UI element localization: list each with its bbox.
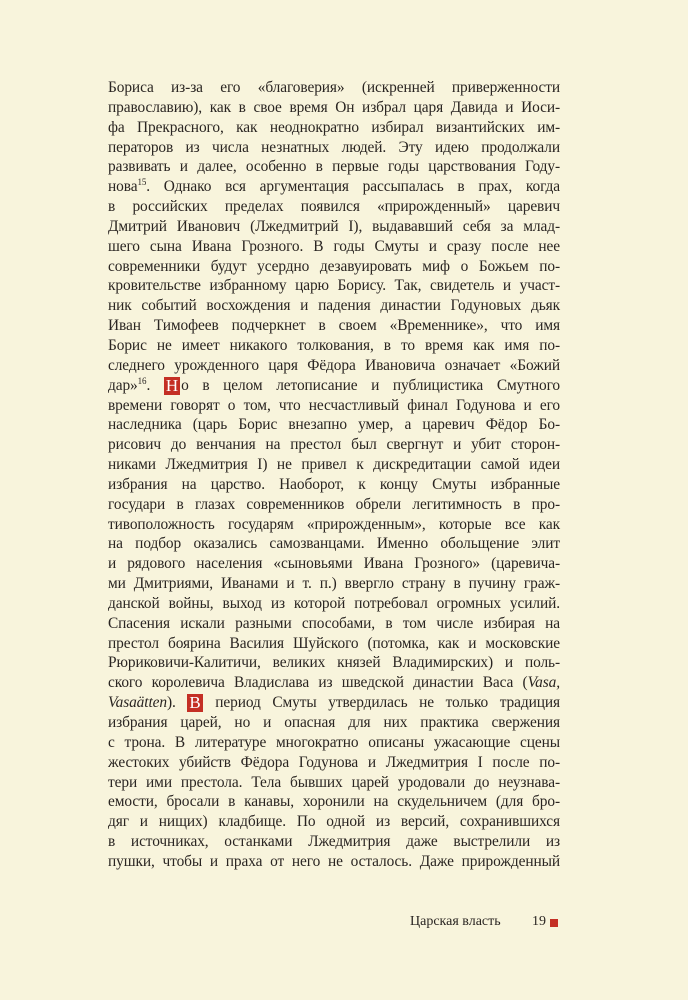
text-run: ник событий восхождения и падения династии Годуновых дьяк (108, 297, 560, 315)
text-line (108, 217, 560, 237)
text-run: Дмитрий Иванович (Лжедмитрий I), выдававший себя за млад- (108, 217, 560, 235)
initial-capital: В (189, 693, 201, 713)
text-run: шего сына Ивана Грозного. В годы Смуты и сразу после нее (108, 237, 560, 255)
text-line (108, 435, 560, 455)
text-line (108, 792, 560, 812)
text-run: с трона. В литературе многократно описаны ужасающие сцены (108, 733, 560, 751)
text-run: ского королевича Владислава из шведской династии Васа ( (108, 674, 528, 692)
text-run: . (146, 376, 164, 394)
text-run: времени говорят о том, что несчастливый финал Годунова и его (108, 396, 560, 414)
text-run: тери ими престола. Тела бывших царей уродовали до неузнава- (108, 773, 560, 791)
text-line (108, 316, 560, 336)
text-line (108, 554, 560, 574)
body-text (108, 78, 560, 872)
text-line (108, 237, 560, 257)
text-run: Рюриковичи-Калитичи, великих князей Владимирских) и поль- (108, 654, 560, 672)
text-line (108, 515, 560, 535)
text-run: следнего урожденного царя Фёдора Ивановича означает «Божий (108, 356, 560, 374)
text-line (108, 495, 560, 515)
text-run: пушки, чтобы и праха от него не осталось. Даже прирожденный (108, 852, 560, 870)
page-marker-square (550, 919, 558, 927)
text-line (108, 157, 560, 177)
text-line (108, 653, 560, 673)
text-run: Бориса из-за его «благоверия» (искренней приверженности (108, 79, 560, 96)
text-run: и рядового населения «сыновьями Ивана Грозного» (царевича- (108, 555, 560, 573)
text-run: данской войны, выход из которой потребовал огромных усилий. (108, 594, 560, 612)
text-run: емости, бросали в канавы, хоронили на скудельничем (для бро- (108, 793, 560, 811)
text-run: Борис не имеет никакого толкования, в то время как имя по- (108, 336, 560, 354)
text-run: государи в глазах современников обрели легитимность в про- (108, 495, 560, 513)
italic-text: Vasa, (527, 674, 560, 692)
text-run: тивоположность государям «прирожденным», которые все как (108, 515, 560, 533)
text-line (108, 396, 560, 416)
text-run: наследника (царь Борис внезапно умер, а царевич Фёдор Бо- (108, 416, 560, 434)
text-run: . Однако вся аргументация рассыпалась в прах, когда (146, 178, 560, 196)
text-run: жестоких убийств Фёдора Годунова и Лжедмитрия I после по- (108, 753, 560, 771)
footnote-ref: 15 (137, 177, 147, 188)
text-run: избрания на царство. Наоборот, к концу Смуты избранные (108, 475, 560, 493)
text-run: никами Лжедмитрия I) не привел к дискредитации самой идеи (108, 456, 560, 474)
text-line (108, 336, 560, 356)
text-line (108, 534, 560, 554)
text-line (108, 733, 560, 753)
italic-text: Vasaätten (108, 694, 167, 712)
text-run: дар» (108, 376, 138, 394)
text-line (108, 197, 560, 217)
text-run: престол боярина Василия Шуйского (потомка, как и московские (108, 634, 560, 652)
text-run: на подбор оказались самозванцами. Именно обольщение элит (108, 535, 560, 553)
text-line (108, 257, 560, 277)
text-line (108, 852, 560, 872)
text-line (108, 78, 560, 98)
text-line (108, 832, 560, 852)
text-line (108, 118, 560, 138)
text-run: кровительстве избранному царю Борису. Так, свидетель и участ- (108, 277, 560, 295)
text-line (108, 138, 560, 158)
text-run: в источниках, останками Лжедмитрия даже выстрелили из (108, 833, 560, 851)
text-line (108, 296, 560, 316)
text-line (108, 455, 560, 475)
text-line (108, 475, 560, 495)
text-run: рисович до венчания на престол был свергнут и убит сторон- (108, 436, 560, 454)
text-run: нова (108, 178, 138, 196)
text-line (108, 376, 560, 396)
text-run: развивать и далее, особенно в первые годы царствования Году- (108, 158, 560, 176)
page-footer (410, 914, 560, 934)
text-run: православию), как в свое время Он избрал царя Давида и Иоси- (108, 98, 560, 116)
text-line (108, 356, 560, 376)
text-run: о в целом летописание и публицистика Смутного (181, 376, 561, 394)
text-run: Спасения искали разными способами, в том числе избирая на (108, 614, 560, 632)
text-line (108, 574, 560, 594)
page-number: 19 (532, 914, 546, 929)
text-line (108, 594, 560, 614)
text-line (108, 177, 560, 197)
text-run: ми Дмитриями, Иванами и т. п.) ввергло страну в пучину граж- (108, 575, 560, 593)
text-line (108, 98, 560, 118)
text-line (108, 276, 560, 296)
text-run: Иван Тимофеев подчеркнет в своем «Временнике», что имя (108, 317, 560, 335)
text-line (108, 693, 560, 713)
text-run: период Смуты утвердилась не только традиция (203, 694, 560, 712)
text-run: ). (166, 694, 188, 712)
text-line (108, 673, 560, 693)
text-run: в российских пределах появился «прирожденный» царевич (108, 198, 560, 216)
text-line (108, 773, 560, 793)
running-title: Царская власть (410, 914, 501, 929)
initial-capital: Н (165, 375, 179, 395)
text-line (108, 753, 560, 773)
text-line (108, 415, 560, 435)
text-line (108, 614, 560, 634)
text-line (108, 634, 560, 654)
text-run: фа Прекрасного, как неоднократно избирал византийских им- (108, 118, 560, 136)
text-line (108, 812, 560, 832)
text-run: избрания царей, но и опасная для них практика свержения (108, 714, 560, 731)
footnote-ref: 16 (137, 375, 147, 386)
text-run: ператоров из числа незнатных людей. Эту идею продолжали (108, 138, 560, 156)
text-run: дяг и нищих) кладбище. По одной из версий, сохранившихся (108, 813, 560, 831)
text-run: современники будут усердно дезавуировать миф о Божьем по- (108, 257, 560, 275)
text-line (108, 713, 560, 733)
